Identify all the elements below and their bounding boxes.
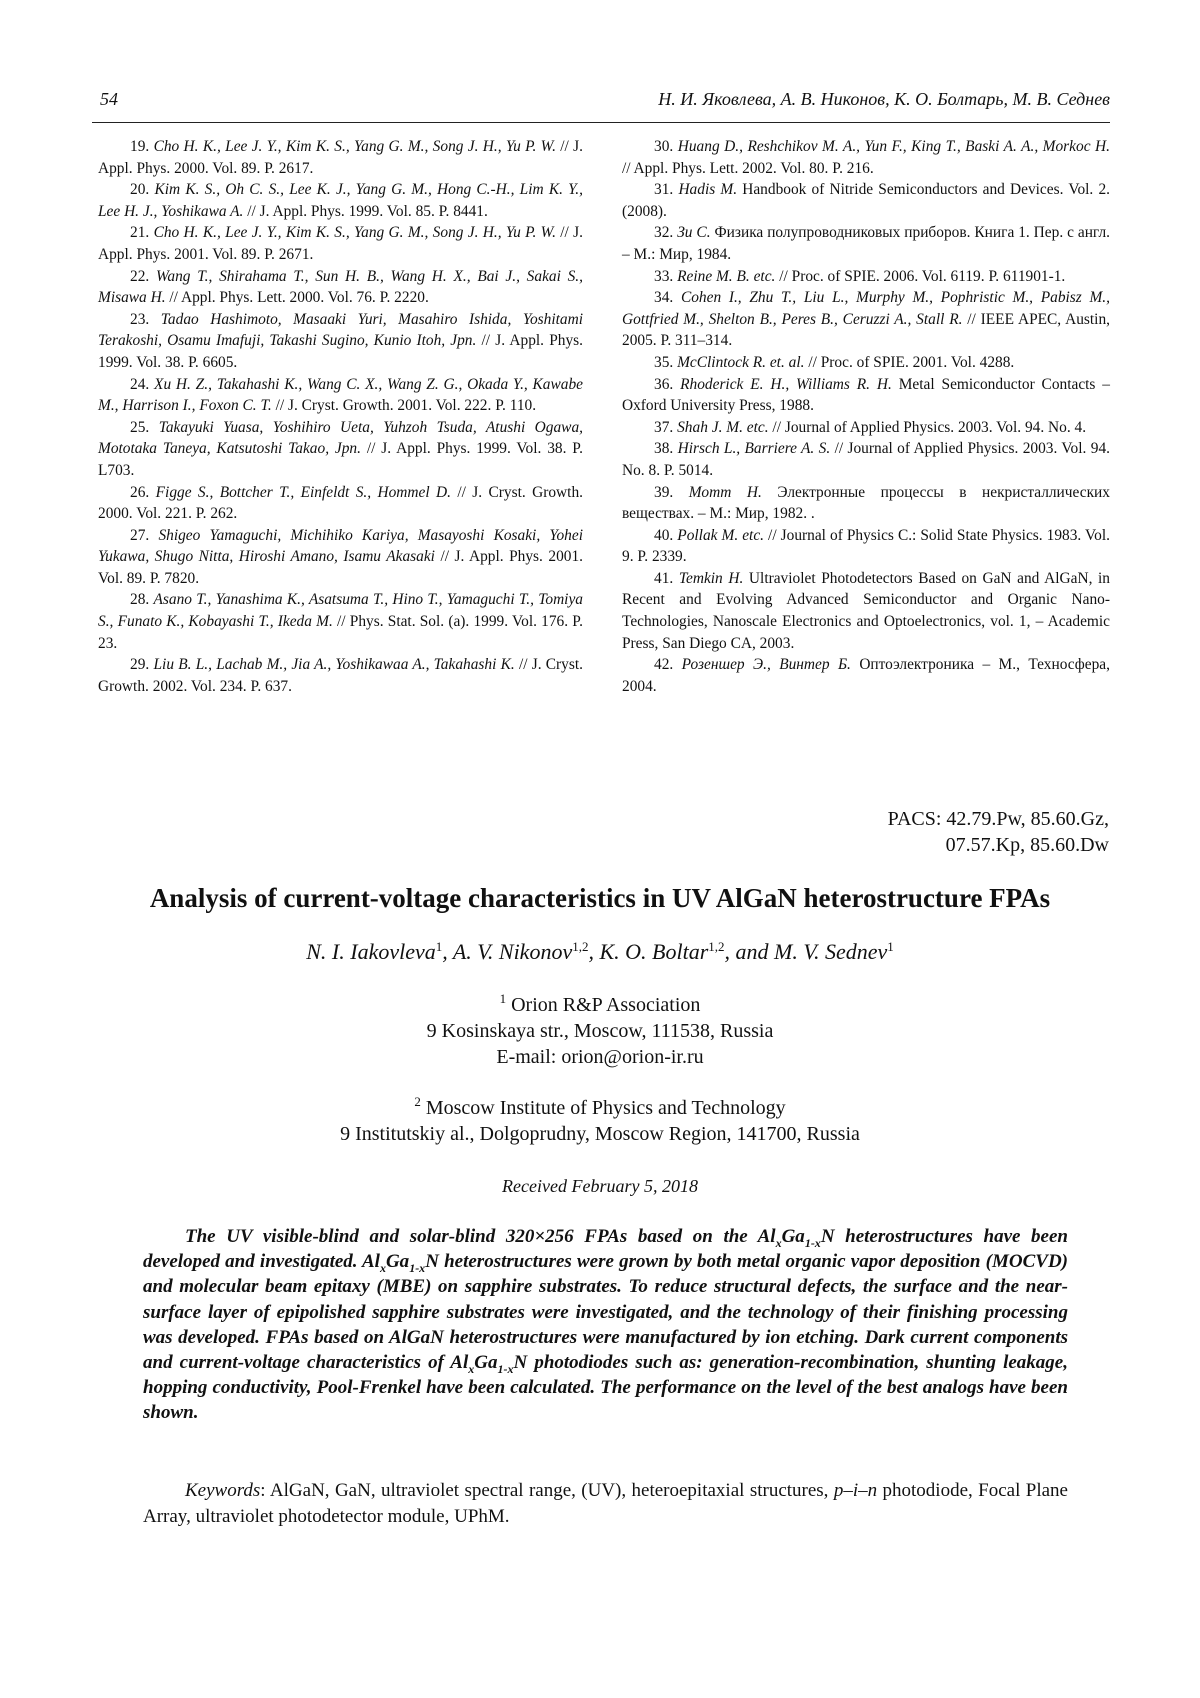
reference-item [98,589,583,654]
reference-source: // J. Appl. Phys. 1999. Vol. 38. P. L703. [98,440,584,479]
reference-number: 21. [130,224,150,242]
reference-source: // Journal of Physics C.: Solid State Physics. 1983. Vol. 9. P. 2339. [622,526,1110,566]
article-title: Analysis of current-voltage characteristics in UV AlGaN heterostructure FPAs [149,883,1051,913]
reference-item [622,374,1110,417]
reference-item [98,525,583,590]
author-name: A. V. Nikonov [452,939,573,964]
affiliation-2-marker: 2 [414,1094,421,1109]
reference-source: // J. Cryst. Growth. 2002. Vol. 234. P. 637. [98,656,583,695]
reference-item [98,309,583,374]
reference-number: 26. [130,483,150,501]
author-name: M. V. Sednev [774,939,888,964]
abstract: The UV visible-blind and solar-blind 320×256 FPAs based on the $Al_xGa_{1-x}N$ heterostructures have been developed and investigated. $Al_xGa_{1-x}N$ heterostructures were grown by both metal organic vapor deposition (MOCVD) and molecular beam epitaxy (MBE) on sapphire substrates. To reduce structural defects, the surface and the near-surface layer of epipolished sapphire substrates were investigated, and the technology of their finishing processing was developed. FPAs based on AlGaN heterostructures were manufactured by ion etching. Dark current components and current-voltage characteristics of $Al_xGa_{1-x}N$ photodiodes such as: generation-recombination, shunting leakage, hopping conductivity, Pool-Frenkel have been calculated. The performance on the level of the best analogs have been shown. [143,1226,1069,1424]
affiliation-1-address: 9 Kosinskaya str., Moscow, 111538, Russia [426,1020,774,1042]
reference-authors: Зи С. [677,224,711,242]
reference-item [622,266,1110,288]
author-affiliation-marker: 1 [887,939,894,954]
affiliation-1 [80,992,1120,1070]
keywords-label: Keywords [185,1480,261,1501]
reference-number: 42. [654,656,674,674]
author-name: N. I. Iakovleva [306,939,436,964]
reference-source: // J. Appl. Phys. 2001. Vol. 89. P. 2671. [98,224,583,263]
reference-source: Metal Semiconductor Contacts – Oxford University Press, 1988. [622,375,1110,415]
reference-number: 32. [654,224,674,242]
reference-source: // J. Appl. Phys. 1999. Vol. 38. P. 6605. [98,332,583,371]
reference-item [98,136,583,179]
reference-number: 41. [654,569,674,587]
reference-item [622,438,1110,481]
author-affiliation-marker: 1,2 [572,939,589,954]
reference-number: 35. [654,353,674,371]
reference-item [98,374,583,417]
reference-number: 37. [654,418,674,436]
reference-authors: Hirsch L., Barriere A. S. [677,440,831,458]
reference-source: // Phys. Stat. Sol. (a). 1999. Vol. 176. P. 23. [98,613,583,652]
reference-number: 33. [654,267,674,285]
affiliation-1-marker: 1 [499,991,507,1006]
reference-authors: Liu B. L., Lachab M., Jia A., Yoshikawaa A., Takahashi K. [153,656,515,674]
running-authors: Н. И. Яковлева, А. В. Никонов, К. О. Болтарь, М. В. Седнев [658,89,1110,109]
pacs-line-2: 07.57.Kp, 85.60.Dw [945,834,1109,856]
received-date: Received February 5, 2018 [502,1176,698,1196]
reference-number: 28. [130,591,150,609]
reference-authors: Figge S., Bottcher T., Einfeldt S., Hommel D. [155,483,451,501]
reference-source: // J. Cryst. Growth. 2000. Vol. 221. P. 262. [98,483,583,523]
reference-authors: Shigeo Yamaguchi, Michihiko Kariya, Masayoshi Kosaki, Yohei Yukawa, Shugo Nitta, Hiroshi Amano, Isamu Akasaki [98,526,583,566]
reference-item [622,654,1110,697]
affiliation-1-email: E-mail: orion@orion-ir.ru [496,1046,704,1068]
reference-authors: Asano T., Yanashima K., Asatsuma T., Hino T., Yamaguchi T., Tomiya S., Funato K., Kobayashi T., Ikeda M. [98,591,583,631]
reference-number: 23. [130,310,150,328]
reference-item [622,179,1110,222]
author-affiliation-marker: 1 [435,939,443,954]
reference-authors: Xu H. Z., Takahashi K., Wang C. X., Wang Z. G., Okada Y., Kawabe M., Harrison I., Foxon C. T. [98,375,583,415]
reference-authors: Cho H. K., Lee J. Y., Kim K. S., Yang G. M., Song J. H., Yu P. W. [153,224,556,242]
author-separator: , and [724,939,775,964]
reference-item [622,482,1110,525]
reference-authors: Kim K. S., Oh C. S., Lee K. J., Yang G. M., Hong C.-H., Lim K. Y., Lee H. J., Yoshikawa A. [98,181,583,220]
reference-source: // Appl. Phys. Lett. 2000. Vol. 76. P. 2220. [165,289,429,307]
reference-source: // IEEE APEC, Austin, 2005. P. 311–314. [622,310,1111,350]
reference-source: // J. Appl. Phys. 1999. Vol. 85. P. 8441. [243,202,488,220]
reference-item [622,525,1110,568]
reference-number: 19. [130,138,150,155]
reference-source: // Journal of Applied Physics. 2003. Vol. 94. No. 8. P. 5014. [622,440,1110,479]
reference-authors: Cohen I., Zhu T., Liu L., Murphy M., Pophristic M., Pabisz M., Gottfried M., Shelton B., Peres B., Ceruzzi A., Stall R. [622,289,1110,328]
reference-source: // J. Appl. Phys. 2000. Vol. 89. P. 2617. [98,138,583,177]
reference-source: Электронные процессы в некристаллических веществах. – М.: Мир, 1982. . [622,483,1110,523]
affiliation-2 [80,1095,1120,1147]
author-separator: , [588,939,600,964]
author-name: K. O. Boltar [599,939,709,964]
affiliation-2-address: 9 Institutskiy al., Dolgoprudny, Moscow Region, 141700, Russia [340,1123,860,1145]
reference-source: Физика полупроводниковых приборов. Книга 1. Пер. с англ. – М.: Мир, 1984. [622,224,1110,263]
article-authors [80,938,1120,966]
reference-authors: McClintock R. et. al. [677,353,805,371]
reference-number: 30. [654,138,674,155]
reference-item [622,136,1110,179]
reference-source: Оптоэлектроника – М., Техносфера, 2004. [622,656,1110,695]
reference-authors: Rhoderick E. H., Williams R. H. [680,375,892,393]
reference-item [98,654,583,697]
reference-authors: Pollak M. etc. [677,526,765,544]
reference-item [98,222,583,265]
reference-authors: Hadis M. [678,181,738,199]
reference-item [98,482,583,525]
references-right-column [622,136,1110,697]
reference-authors: Takayuki Yuasa, Yoshihiro Ueta, Yuhzoh Tsuda, Atushi Ogawa, Mototaka Taneya, Katsutoshi Takao, Jpn. [98,418,583,458]
pacs-codes [888,806,1109,858]
reference-authors: Reine M. B. etc. [677,267,776,285]
reference-source: // Journal of Applied Physics. 2003. Vol. 94. No. 4. [768,418,1087,436]
reference-source: // J. Cryst. Growth. 2001. Vol. 222. P. 110. [271,397,537,415]
reference-authors: Мотт Н. [688,483,762,501]
reference-number: 24. [130,375,150,393]
author-affiliation-marker: 1,2 [708,939,725,954]
reference-number: 27. [130,526,150,544]
reference-authors: Temkin H. [678,569,744,587]
reference-source: // Appl. Phys. Lett. 2002. Vol. 80. P. 216. [622,159,874,177]
reference-item [622,287,1110,352]
reference-item [98,266,583,309]
pacs-line-1: PACS: 42.79.Pw, 85.60.Gz, [887,808,1109,830]
page-number: 54 [100,89,118,109]
affiliation-1-name: Orion R&P Association [511,994,701,1016]
author-separator: , [442,939,453,964]
reference-number: 34. [654,289,674,307]
reference-authors: Cho H. K., Lee J. Y., Kim K. S., Yang G. M., Song J. H., Yu P. W. [153,138,556,155]
reference-item [622,222,1110,265]
reference-source: // Proc. of SPIE. 2001. Vol. 4288. [804,353,1015,371]
reference-number: 38. [654,440,674,458]
reference-number: 29. [130,656,150,674]
reference-authors: Tadao Hashimoto, Masaaki Yuri, Masahiro Ishida, Yoshitami Terakoshi, Osamu Imafuji, Takashi Sugino, Kunio Itoh, Jpn. [98,310,583,350]
header-divider [92,122,1110,123]
reference-authors: Shah J. M. etc. [677,418,769,436]
reference-authors: Wang T., Shirahama T., Sun H. B., Wang H. X., Bai J., Sakai S., Misawa H. [98,267,584,307]
reference-item [98,179,583,222]
reference-number: 39. [654,483,674,501]
reference-authors: Huang D., Reshchikov M. A., Yun F., King T., Baski A. A., Morkoc H. [677,138,1110,155]
reference-authors: Розеншер Э., Винтер Б. [681,656,851,674]
reference-source: Ultraviolet Photodetectors Based on GaN and AlGaN, in Recent and Evolving Advanced Semiconductor and Organic Nano-Technologies, Nanoscale Electronics and Optoelectronics, vol. 1, – Academic Press, San Diego CA, 2003. [622,569,1110,652]
reference-item [622,568,1110,654]
reference-item [98,417,583,482]
affiliation-2-name: Moscow Institute of Physics and Technology [425,1097,786,1119]
reference-source: // Proc. of SPIE. 2006. Vol. 6119. P. 611901-1. [775,267,1066,285]
reference-number: 31. [654,181,674,199]
reference-source: Handbook of Nitride Semiconductors and Devices. Vol. 2. (2008). [622,181,1110,220]
references-left-column [98,136,583,697]
reference-number: 40. [654,526,674,544]
reference-item [622,417,1110,439]
reference-number: 20. [130,181,150,199]
keywords: Keywords: AlGaN, GaN, ultraviolet spectral range, (UV), heteroepitaxial structures, p–i–n photodiode, Focal Plane Array, ultraviolet photodetector module, UPhM. [143,1480,1068,1527]
reference-number: 25. [130,418,150,436]
reference-item [622,352,1110,374]
reference-number: 36. [654,375,674,393]
reference-number: 22. [130,267,150,285]
reference-source: // J. Appl. Phys. 2001. Vol. 89. P. 7820. [98,548,584,587]
